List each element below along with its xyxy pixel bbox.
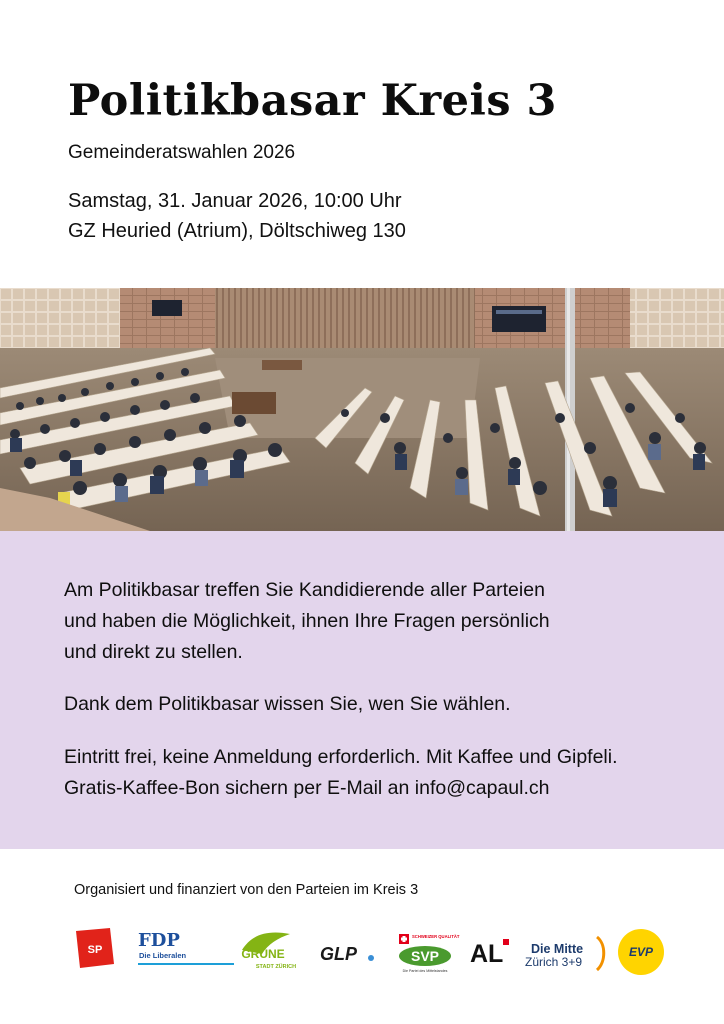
intro-line: Am Politikbasar treffen Sie Kandidierende aller Parteien (64, 579, 545, 601)
glp-logo (320, 944, 374, 964)
party-logos (0, 920, 724, 980)
al-logo-text: AL (470, 940, 504, 968)
gruene-logo (241, 933, 296, 970)
gruene-logo-subtext: STADT ZÜRICH (255, 964, 297, 970)
event-date: Samstag, 31. Januar 2026, 10:00 Uhr (68, 190, 402, 212)
admission-line: Gratis-Kaffee-Bon sichern per E-Mail an info@capaul.ch (64, 777, 550, 799)
mitte-logo (525, 937, 604, 970)
mitte-logo-subtext: Zürich 3+9 (525, 955, 583, 969)
svp-logo-subtext: Die Partei des Mittelstandes (402, 969, 448, 973)
event-venue: GZ Heuried (Atrium), Döltschiweg 130 (68, 220, 406, 242)
choice-paragraph: Dank dem Politikbasar wissen Sie, wen Sie wählen. (64, 693, 511, 715)
glp-logo-text: GLP (320, 944, 358, 964)
fdp-logo-text: FDP (138, 930, 180, 951)
fdp-logo-subtext: Die Liberalen (139, 951, 187, 960)
subtitle: Gemeinderatswahlen 2026 (68, 142, 296, 163)
mitte-logo-text: Die Mitte (531, 942, 584, 956)
intro-line: und haben die Möglichkeit, ihnen Ihre Fragen persönlich (64, 610, 550, 632)
fdp-logo (138, 930, 234, 965)
svp-logo (399, 934, 460, 973)
parliament-hall-photo (0, 288, 724, 531)
intro-line: und direkt zu stellen. (64, 641, 243, 663)
evp-logo (618, 929, 664, 975)
admission-line: Eintritt frei, keine Anmeldung erforderlich. Mit Kaffee und Gipfeli. (64, 746, 618, 768)
intro-paragraph (64, 575, 550, 668)
evp-logo-text: EVP (628, 945, 654, 959)
svp-logo-text: SVP (410, 948, 440, 964)
sp-logo-text: SP (87, 944, 103, 956)
gruene-logo-text: GRÜNE (241, 947, 285, 961)
organizer-note: Organisiert und finanziert von den Parteien im Kreis 3 (74, 882, 419, 898)
page-title: Politikbasar Kreis 3 (68, 76, 557, 126)
admission-paragraph (64, 742, 618, 804)
sp-logo (76, 928, 114, 968)
al-logo (470, 939, 509, 968)
svp-logo-tag: SCHWEIZER QUALITÄT (412, 934, 460, 939)
